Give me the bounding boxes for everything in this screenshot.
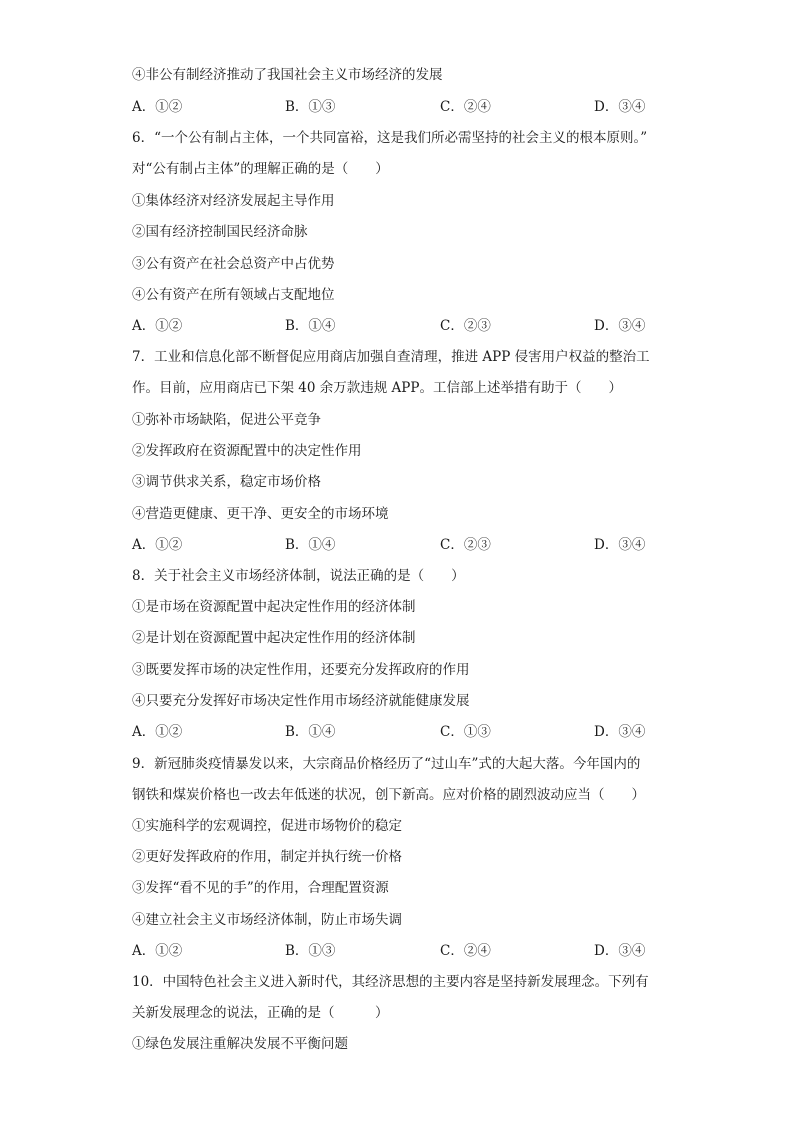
q9-stem-line-2: 钢铁和煤炭价格也一改去年低迷的状况，创下新高。应对价格的剧烈波动应当（ ） xyxy=(132,787,645,803)
q8-choice-1: ①是市场在资源配置中起决定性作用的经济体制 xyxy=(132,599,416,615)
option-d: D．③④ xyxy=(594,318,646,334)
option-d: D．③④ xyxy=(594,537,646,553)
option-b: B．①④ xyxy=(285,318,336,334)
option-d: D．③④ xyxy=(594,724,646,740)
option-b: B．①③ xyxy=(285,943,336,959)
q10-stem-line-2: 关新发展理念的说法，正确的是（ ） xyxy=(132,1005,389,1021)
q7-choice-4: ④营造更健康、更干净、更安全的市场环境 xyxy=(132,506,389,522)
q9-options xyxy=(132,941,672,961)
q7-stem-line-1: 7．工业和信息化部不断督促应用商店加强自查清理，推进 APP 侵害用户权益的整治工 xyxy=(132,349,650,365)
q7-choice-3: ③调节供求关系，稳定市场价格 xyxy=(132,474,321,490)
q9-choice-3: ③发挥“看不见的手”的作用，合理配置资源 xyxy=(132,880,389,896)
option-c: C．②④ xyxy=(440,943,491,959)
q7-choice-1: ①弥补市场缺陷，促进公平竞争 xyxy=(132,412,321,428)
q9-choice-4: ④建立社会主义市场经济体制，防止市场失调 xyxy=(132,912,402,928)
q8-choice-4: ④只要充分发挥好市场决定性作用市场经济就能健康发展 xyxy=(132,693,470,709)
q6-stem-line-2: 对“公有制占主体”的理解正确的是（ ） xyxy=(132,161,389,177)
q6-choice-1: ①集体经济对经济发展起主导作用 xyxy=(132,193,335,209)
option-c: C．②④ xyxy=(440,99,491,115)
q9-choice-1: ①实施科学的宏观调控，促进市场物价的稳定 xyxy=(132,818,402,834)
option-a: A．①② xyxy=(132,537,183,553)
q6-choice-4: ④公有资产在所有领域占支配地位 xyxy=(132,287,335,303)
option-d: D．③④ xyxy=(594,99,646,115)
q5-choice-4: ④非公有制经济推动了我国社会主义市场经济的发展 xyxy=(132,67,443,83)
option-a: A．①② xyxy=(132,318,183,334)
q6-options xyxy=(132,316,672,336)
option-c: C．①③ xyxy=(440,724,491,740)
q8-choice-2: ②是计划在资源配置中起决定性作用的经济体制 xyxy=(132,630,416,646)
q8-stem: 8．关于社会主义市场经济体制，说法正确的是（ ） xyxy=(132,568,465,584)
option-b: B．①④ xyxy=(285,724,336,740)
option-a: A．①② xyxy=(132,724,183,740)
option-c: C．②③ xyxy=(440,318,491,334)
option-c: C．②③ xyxy=(440,537,491,553)
option-d: D．③④ xyxy=(594,943,646,959)
q9-stem-line-1: 9．新冠肺炎疫情暴发以来，大宗商品价格经历了“过山车”式的大起大落。今年国内的 xyxy=(132,756,641,772)
option-a: A．①② xyxy=(132,943,183,959)
q9-choice-2: ②更好发挥政府的作用，制定并执行统一价格 xyxy=(132,849,402,865)
q8-choice-3: ③既要发挥市场的决定性作用，还要充分发挥政府的作用 xyxy=(132,662,470,678)
q10-choice-1: ①绿色发展注重解决发展不平衡问题 xyxy=(132,1036,348,1052)
q8-options xyxy=(132,722,672,742)
q6-choice-2: ②国有经济控制国民经济命脉 xyxy=(132,224,308,240)
q6-choice-3: ③公有资产在社会总资产中占优势 xyxy=(132,256,335,272)
q6-stem-line-1: 6．“一个公有制占主体，一个共同富裕，这是我们所必需坚持的社会主义的根本原则。” xyxy=(132,130,648,146)
q7-stem-line-2: 作。目前，应用商店已下架 40 余万款违规 APP。工信部上述举措有助于（ ） xyxy=(132,380,622,396)
option-a: A．①② xyxy=(132,99,183,115)
option-b: B．①④ xyxy=(285,537,336,553)
option-b: B．①③ xyxy=(285,99,336,115)
q7-options xyxy=(132,535,672,555)
q10-stem-line-1: 10．中国特色社会主义进入新时代，其经济思想的主要内容是坚持新发展理念。下列有 xyxy=(132,974,649,990)
q5-options xyxy=(132,97,672,117)
q7-choice-2: ②发挥政府在资源配置中的决定性作用 xyxy=(132,443,362,459)
